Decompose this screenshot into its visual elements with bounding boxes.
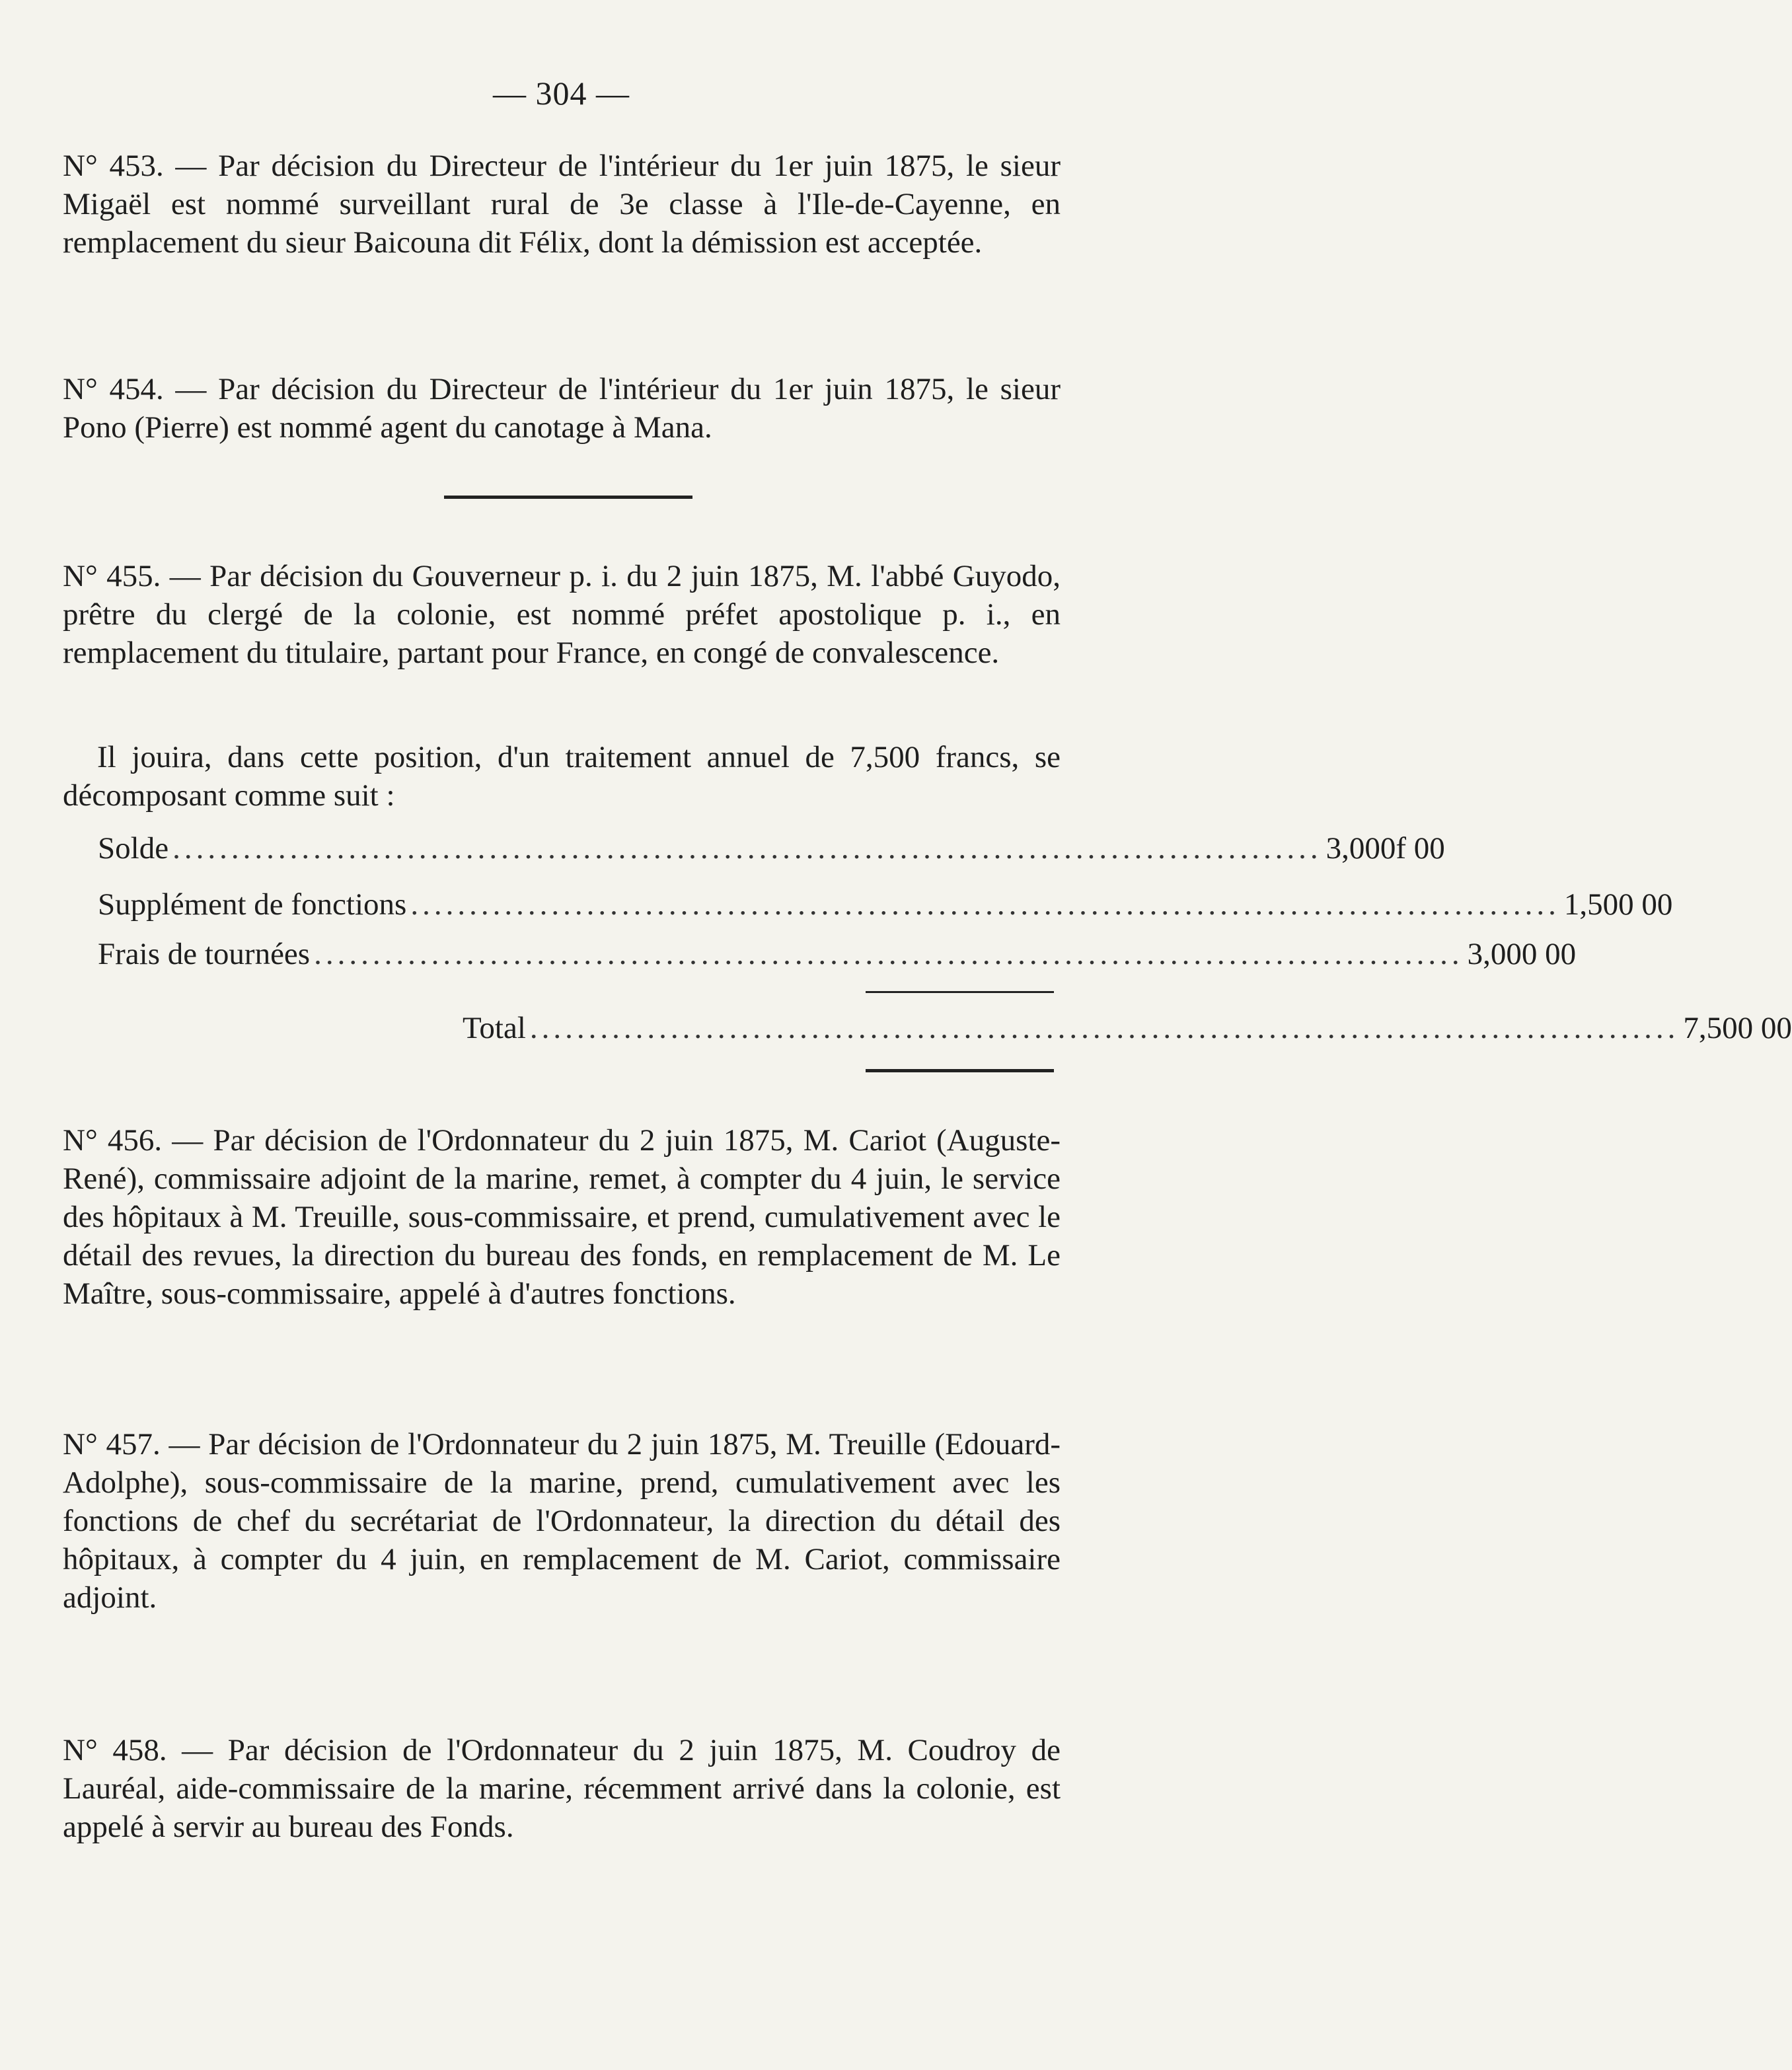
table-row (98, 885, 1673, 924)
row-label: Supplément de fonctions (98, 887, 407, 922)
leader-dots: .................................................................................................. (314, 937, 1464, 971)
row-label: Solde (98, 831, 169, 866)
paragraph-455: N° 455. — Par décision du Gouverneur p. i. du 2 juin 1875, M. l'abbé Guyodo, prêtre du clergé de la colonie, est nommé préfet apostolique p. i., en remplacement du titulaire, partant pour France, en congé de convalescence. (63, 559, 1061, 670)
table-row (98, 829, 1445, 868)
row-amount: 1,500 00 (1563, 887, 1673, 922)
leader-dots: .................................................................................................. (410, 887, 1560, 922)
section-divider (444, 496, 692, 499)
total-amount: 7,500 00 (1683, 1011, 1792, 1045)
table-total-row (463, 1009, 1792, 1047)
total-double-rule (866, 1069, 1054, 1072)
paragraph-457: N° 457. — Par décision de l'Ordonnateur du 2 juin 1875, M. Treuille (Edouard-Adolphe), sous-commissaire de la marine, prend, cumulativement avec les fonctions de chef du secrétariat de l'Ordonnateur, la direction du détail des hôpitaux, à compter du 4 juin, en remplacement de M. Cariot, commissaire adjoint. (63, 1427, 1061, 1615)
row-label: Frais de tournées (98, 937, 311, 971)
paragraph-458: N° 458. — Par décision de l'Ordonnateur du 2 juin 1875, M. Coudroy de Lauréal, aide-commissaire de la marine, récemment arrivé dans la colonie, est appelé à servir au bureau des Fonds. (63, 1733, 1061, 1844)
leader-dots: .................................................................................................. (529, 1011, 1680, 1045)
page-number: — 304 — (493, 75, 630, 112)
table-row (98, 935, 1577, 973)
leader-dots: .................................................................................................. (172, 831, 1322, 866)
row-amount: 3,000 00 (1467, 937, 1577, 971)
paragraph-454: N° 454. — Par décision du Directeur de l'intérieur du 1er juin 1875, le sieur Pono (Pierre) est nommé agent du canotage à Mana. (63, 372, 1061, 445)
paragraph-453: N° 453. — Par décision du Directeur de l'intérieur du 1er juin 1875, le sieur Migaël est nommé surveillant rural de 3e classe à l'Ile-de-Cayenne, en remplacement du sieur Baicouna dit Félix, dont la démission est acceptée. (63, 149, 1061, 260)
paragraph-455-salary: Il jouira, dans cette position, d'un traitement annuel de 7,500 francs, se décomposant comme suit : (63, 740, 1061, 813)
sum-rule (866, 991, 1054, 993)
total-label: Total (463, 1011, 526, 1045)
paragraph-456: N° 456. — Par décision de l'Ordonnateur du 2 juin 1875, M. Cariot (Auguste-René), commissaire adjoint de la marine, remet, à compter du 4 juin, le service des hôpitaux à M. Treuille, sous-commissaire, et prend, cumulativement avec le détail des revues, la direction du bureau des fonds, en remplacement de M. Le Maître, sous-commissaire, appelé à d'autres fonctions. (63, 1123, 1061, 1311)
row-amount: 3,000f 00 (1325, 831, 1445, 866)
